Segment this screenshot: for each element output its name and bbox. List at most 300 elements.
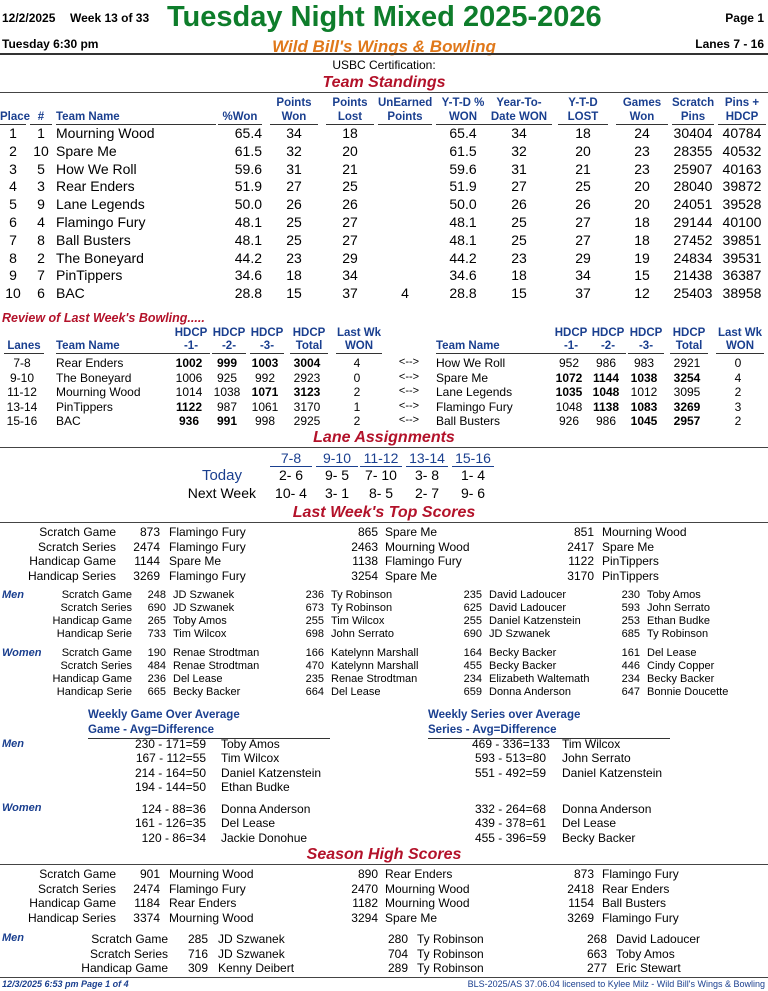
score-value: 234 [463,673,482,685]
footer-left: 12/3/2025 6:53 pm Page 1 of 4 [2,979,129,989]
team-name: Lane Legends [56,196,145,213]
score-value: 235 [305,673,324,685]
lanes-range: Lanes 7 - 16 [695,37,764,51]
team-name: PinTippers [602,568,659,583]
avg-difference: 439 - 378=61 [474,816,546,831]
score-category: Scratch Game [91,932,168,946]
review-score: 926 [558,414,580,428]
bowler-name: Del Lease [647,647,697,659]
score-value: 625 [463,602,482,614]
report-date: 12/2/2025 [2,11,56,25]
standings-cell: 26 [342,196,358,213]
review-score: 1061 [251,399,279,414]
standings-cell: 27 [511,178,527,195]
bowler-name: Becky Backer [489,647,557,659]
review-header: HDCP Total [670,326,708,354]
game-over-average-title: Weekly Game Over Average [88,709,240,721]
review-score: 991 [216,414,238,428]
standings-cell: 31 [511,160,527,177]
standings-cell: 9 [9,267,17,284]
standings-cell: 25403 [673,285,713,302]
footer-divider [0,977,768,978]
standings-cell: 59.6 [234,160,262,177]
score-value: 2418 [567,881,594,896]
standings-cell: 48.1 [449,214,477,230]
standings-cell: 34 [286,125,302,141]
standings-cell: 48.1 [234,231,262,248]
score-value: 164 [463,647,482,659]
review-score: 1035 [555,385,583,399]
review-lanes: 7-8 [13,356,31,370]
page-title: Tuesday Night Mixed 2025-2026 [167,1,602,33]
bowler-name: John Serrato [331,628,394,640]
standings-cell: 12 [634,285,650,302]
standings-cell: 25 [286,214,302,230]
bowler-name: Renae Strodtman [173,660,260,672]
bowler-name: Bonnie Doucette [647,686,729,698]
standings-cell: 4 [37,214,45,230]
team-name: Spare Me [169,554,222,568]
lane-pair-header: 9-10 [316,450,358,467]
standings-header-8: Year-To-Date WON [486,96,552,125]
score-value: 190 [147,647,166,659]
team-name: Mourning Wood [385,539,470,554]
score-value: 593 [621,602,640,614]
review-lanes: 9-10 [9,370,35,385]
standings-cell: 44.2 [234,249,262,266]
score-category: Handicap Game [29,896,116,910]
review-score: 1003 [251,356,279,370]
standings-cell: 21 [575,160,591,177]
score-category: Scratch Game [39,867,116,881]
bowler-name: Toby Amos [173,615,227,627]
gender-label: Women [2,802,42,814]
standings-cell: 15 [634,267,650,284]
bowler-name: JD Szwanek [218,932,285,946]
standings-cell: 28.8 [449,285,477,302]
standings-cell: 37 [342,285,358,302]
standings-cell: 28.8 [234,285,262,302]
team-name: Flamingo Fury [169,525,246,539]
score-category: Scratch Series [37,539,116,554]
series-over-average-sub: Series - Avg=Difference [428,724,557,736]
game-over-average-sub: Game - Avg=Difference [88,724,215,736]
review-header: HDCP -3- [629,327,663,352]
review-score: 1014 [175,385,203,399]
today-matchup: 9- 5 [324,467,350,483]
bowler-name: Toby Amos [616,946,675,961]
standings-cell: 18 [342,125,358,141]
review-score: 2925 [293,414,321,428]
team-name: Flamingo Fury [602,867,679,881]
standings-cell: 27 [575,231,591,248]
standings-cell: 40100 [722,214,762,230]
score-value: 1144 [134,554,160,568]
bowler-name: Daniel Katzenstein [489,615,581,627]
review-score: 1 [353,399,361,414]
today-matchup: 7- 10 [365,467,397,483]
team-name: Rear Enders [602,881,670,896]
avg-difference: 455 - 396=59 [474,830,546,845]
score-value: 698 [305,628,324,640]
score-value: 309 [187,961,208,975]
score-value: 3170 [567,568,594,583]
standings-cell: 48.1 [234,214,262,230]
standings-cell: 5 [9,196,17,213]
score-value: 685 [621,628,640,640]
score-value: 2474 [133,881,160,896]
review-header: Lanes [4,326,44,354]
review-team-right: Ball Busters [436,414,501,428]
score-value: 1154 [568,896,594,910]
team-name: PinTippers [56,267,123,284]
standings-header-5: Points Lost [326,96,374,125]
team-name: Flamingo Fury [169,881,246,896]
bowler-name: Del Lease [221,816,276,831]
standings-header-7: Y-T-D % WON [436,96,490,125]
avg-difference: 194 - 144=50 [134,779,206,794]
gender-label: Women [2,647,42,659]
vs-marker: <--> [398,399,420,412]
score-category: Scratch Game [39,525,116,539]
review-header: HDCP Total [290,326,328,354]
review-team-right: Lane Legends [436,385,513,399]
review-header: HDCP -1- [172,326,210,354]
score-category: Handicap Series [27,910,116,925]
score-value: 289 [387,961,408,975]
review-team-right: Spare Me [436,370,489,385]
next-matchup: 9- 6 [460,485,486,501]
standings-cell: 34.6 [449,267,477,284]
score-category: Handicap Game [52,673,132,685]
today-matchup: 3- 8 [414,467,440,483]
bowler-name: Ethan Budke [221,779,290,794]
standings-cell: 18 [511,267,527,284]
bowler-name: Tim Wilcox [331,615,385,627]
bowler-name: Ty Robinson [331,602,393,614]
score-value: 663 [586,946,607,961]
review-score: 1138 [592,399,620,414]
standings-cell: 32 [286,142,302,159]
review-score: 3095 [673,385,701,399]
score-category: Handicap Serie [56,686,132,698]
review-header: HDCP -3- [250,327,284,352]
team-name: Flamingo Fury [385,554,462,568]
score-value: 704 [387,946,408,961]
bowler-name: Cindy Copper [647,660,715,672]
review-score: 987 [216,399,238,414]
standings-cell: 3 [37,178,45,195]
standings-cell: 1 [37,125,45,141]
standings-cell: 25907 [673,160,713,177]
bowler-name: Renae Strodtman [173,647,260,659]
standings-cell: 18 [634,231,650,248]
standings-cell: 27 [342,214,358,230]
standings-cell: 7 [37,267,45,284]
bowler-name: Tim Wilcox [562,737,621,751]
score-value: 268 [586,932,607,946]
review-team-left: BAC [56,414,81,428]
score-value: 455 [463,660,482,672]
score-category: Scratch Series [89,946,168,961]
standings-cell: 18 [575,125,591,141]
standings-header-3: %Won [218,96,262,125]
vs-marker: <--> [398,385,420,397]
review-header: Team Name [56,326,178,354]
bowler-name: Toby Amos [647,589,701,601]
score-value: 446 [621,660,640,672]
score-value: 2463 [351,539,378,554]
score-value: 285 [187,932,208,946]
standings-cell: 27 [286,178,302,195]
score-value: 901 [139,867,160,881]
team-name: How We Roll [56,160,137,177]
standings-header-9: Y-T-D LOST [558,96,608,125]
standings-cell: 30404 [673,125,713,141]
lane-pair-header: 13-14 [406,450,448,467]
standings-cell: 25 [511,214,527,230]
review-score: 3170 [293,399,321,414]
score-category: Handicap Serie [56,628,132,640]
standings-cell: 6 [37,285,45,302]
standings-cell: 59.6 [449,160,477,177]
standings-cell: 29 [342,249,358,266]
standings-cell: 40163 [722,160,762,177]
standings-cell: 21 [342,160,358,177]
score-category: Handicap Series [27,568,116,583]
review-score: 3123 [293,385,321,399]
review-score: 4 [734,370,742,385]
avg-difference: 161 - 126=35 [134,816,206,831]
standings-cell: 7 [9,231,17,248]
standings-cell: 5 [37,160,45,177]
bowler-name: Elizabeth Waltemath [489,673,590,685]
score-value: 865 [357,525,378,539]
season-divider [0,864,768,865]
score-value: 265 [147,615,166,627]
standings-cell: 65.4 [234,125,262,141]
standings-cell: 51.9 [449,178,477,195]
score-value: 235 [463,589,482,601]
team-name: Flamingo Fury [169,568,246,583]
score-value: 1138 [352,554,378,568]
standings-cell: 23 [286,249,302,266]
standings-cell: 10 [33,142,49,159]
avg-difference: 469 - 336=133 [472,737,550,751]
review-score: 1071 [251,385,279,399]
team-name: Flamingo Fury [56,214,146,230]
standings-cell: 34 [575,267,591,284]
avg-difference: 167 - 112=55 [135,751,206,766]
standings-header-6: UnEarned Points [378,97,433,123]
standings-cell: 61.5 [449,142,477,159]
score-value: 255 [463,615,482,627]
score-value: 2417 [567,539,594,554]
standings-cell: 8 [37,231,45,248]
review-score: 986 [595,356,617,370]
review-header: Last Wk WON [336,327,382,352]
team-name: Mourning Wood [56,125,155,141]
lane-pair-header: 7-8 [270,450,312,467]
review-score: 3004 [293,356,321,370]
standings-cell: 9 [37,196,45,213]
review-score: 999 [216,356,238,370]
bowler-name: JD Szwanek [173,602,235,614]
avg-difference: 120 - 86=34 [141,830,206,845]
score-category: Scratch Series [60,660,132,672]
review-team-left: Rear Enders [56,356,124,370]
standings-cell: 23 [634,160,650,177]
score-value: 1184 [134,896,160,910]
score-value: 716 [187,946,208,961]
team-name: Mourning Wood [602,525,687,539]
score-value: 3374 [133,910,160,925]
next-matchup: 8- 5 [368,485,394,501]
review-score: 1122 [175,399,203,414]
top-scores-divider [0,522,768,523]
score-value: 248 [147,589,166,601]
review-score: 925 [216,370,238,385]
score-category: Handicap Game [81,961,168,975]
section-team-standings: Team Standings [322,74,446,91]
review-score: 3254 [673,370,701,385]
lane-pair-header: 11-12 [360,450,402,467]
standings-cell: 4 [9,178,17,195]
review-score: 1072 [555,370,583,385]
bowler-name: Renae Strodtman [331,673,418,685]
standings-cell: 28040 [673,178,713,195]
team-name: Ball Busters [56,231,131,248]
gender-label: Men [2,738,24,750]
standings-cell: 18 [634,214,650,230]
standings-cell: 29 [575,249,591,266]
team-name: Rear Enders [56,178,135,195]
section-review: Review of Last Week's Bowling..... [2,311,205,325]
review-score: 4 [353,356,361,370]
standings-cell: 39531 [722,249,762,266]
bowler-name: Donna Anderson [489,686,571,698]
score-value: 166 [305,647,324,659]
review-score: 1038 [630,370,658,385]
vs-marker: <--> [398,414,420,426]
score-value: 1182 [352,896,378,910]
review-header: Team Name [436,326,558,354]
standings-cell: 25 [575,178,591,195]
review-team-right: Flamingo Fury [436,399,513,414]
score-category: Handicap Game [29,554,116,568]
standings-cell: 39528 [722,196,762,213]
bowler-name: Ty Robinson [417,932,484,946]
standings-cell: 24834 [673,249,713,266]
bowler-name: Kenny Deibert [218,961,295,975]
review-score: 2 [353,414,361,428]
review-team-right: How We Roll [436,356,506,370]
standings-cell: 20 [575,142,591,159]
standings-cell: 24 [634,125,650,141]
standings-cell: 19 [634,249,650,266]
review-header: Last Wk WON [717,327,763,352]
score-value: 470 [305,660,324,672]
avg-difference: 124 - 88=36 [141,802,206,816]
next-week-label: Next Week [187,485,256,501]
standings-cell: 50.0 [234,196,262,213]
standings-cell: 2 [37,249,45,266]
team-name: Rear Enders [169,896,237,910]
standings-cell: 4 [401,285,409,302]
review-score: 2921 [673,356,701,370]
standings-cell: 50.0 [449,196,477,213]
bowler-name: Ty Robinson [331,589,393,601]
series-over-average-title: Weekly Series over Average [428,709,581,721]
score-value: 851 [573,525,594,539]
review-score: 1048 [555,399,583,414]
vs-marker: <--> [398,356,420,368]
standings-cell: 25 [286,231,302,248]
today-matchup: 2- 6 [278,467,304,483]
review-score: 2923 [293,370,321,385]
bowler-name: Katelynn Marshall [331,660,419,672]
section-season-high: Season High Scores [306,846,462,863]
review-header: HDCP -2- [591,327,625,352]
standings-cell: 15 [286,285,302,302]
standings-cell: 1 [9,125,17,141]
bowler-name: Ty Robinson [417,961,484,975]
bowler-name: Ty Robinson [647,628,709,640]
review-score: 0 [353,370,361,385]
standings-cell: 29144 [673,214,713,230]
score-value: 161 [621,647,640,659]
standings-cell: 51.9 [234,178,262,195]
review-score: 2 [734,414,742,428]
avg-difference: 593 - 513=80 [474,751,546,766]
review-score: 1144 [592,370,620,385]
section-top-scores: Last Week's Top Scores [292,504,476,521]
standings-cell: 3 [9,160,17,177]
standings-cell: 39872 [722,178,762,195]
review-score: 3 [734,399,742,414]
bowler-name: John Serrato [647,602,710,614]
score-value: 664 [305,686,324,698]
score-value: 690 [463,628,482,640]
bowler-name: Becky Backer [562,830,636,845]
venue-name: Wild Bill's Wings & Bowling [272,37,496,56]
score-value: 236 [305,589,324,601]
standings-cell: 38958 [722,285,762,302]
score-value: 873 [139,525,160,539]
bowler-name: JD Szwanek [173,589,235,601]
gender-label: Men [2,932,24,944]
score-value: 873 [573,867,594,881]
team-name: Mourning Wood [385,896,470,910]
score-category: Scratch Series [60,602,132,614]
bowler-name: Tim Wilcox [173,628,227,640]
standings-cell: 40784 [722,125,762,141]
standings-cell: 37 [575,285,591,302]
standings-header-4: Points Won [270,96,318,125]
bowler-name: JD Szwanek [489,628,551,640]
score-category: Scratch Game [61,647,132,659]
team-name: Mourning Wood [385,881,470,896]
review-score: 986 [595,414,617,428]
team-name: Spare Me [385,568,438,583]
bowler-name: Eric Stewart [616,961,681,975]
score-value: 647 [621,686,640,698]
review-score: 3269 [673,399,701,414]
bowler-name: Becky Backer [489,660,557,672]
bowler-name: David Ladoucer [616,932,701,946]
standings-header-11: Scratch Pins [672,97,715,123]
team-name: Flamingo Fury [169,539,246,554]
